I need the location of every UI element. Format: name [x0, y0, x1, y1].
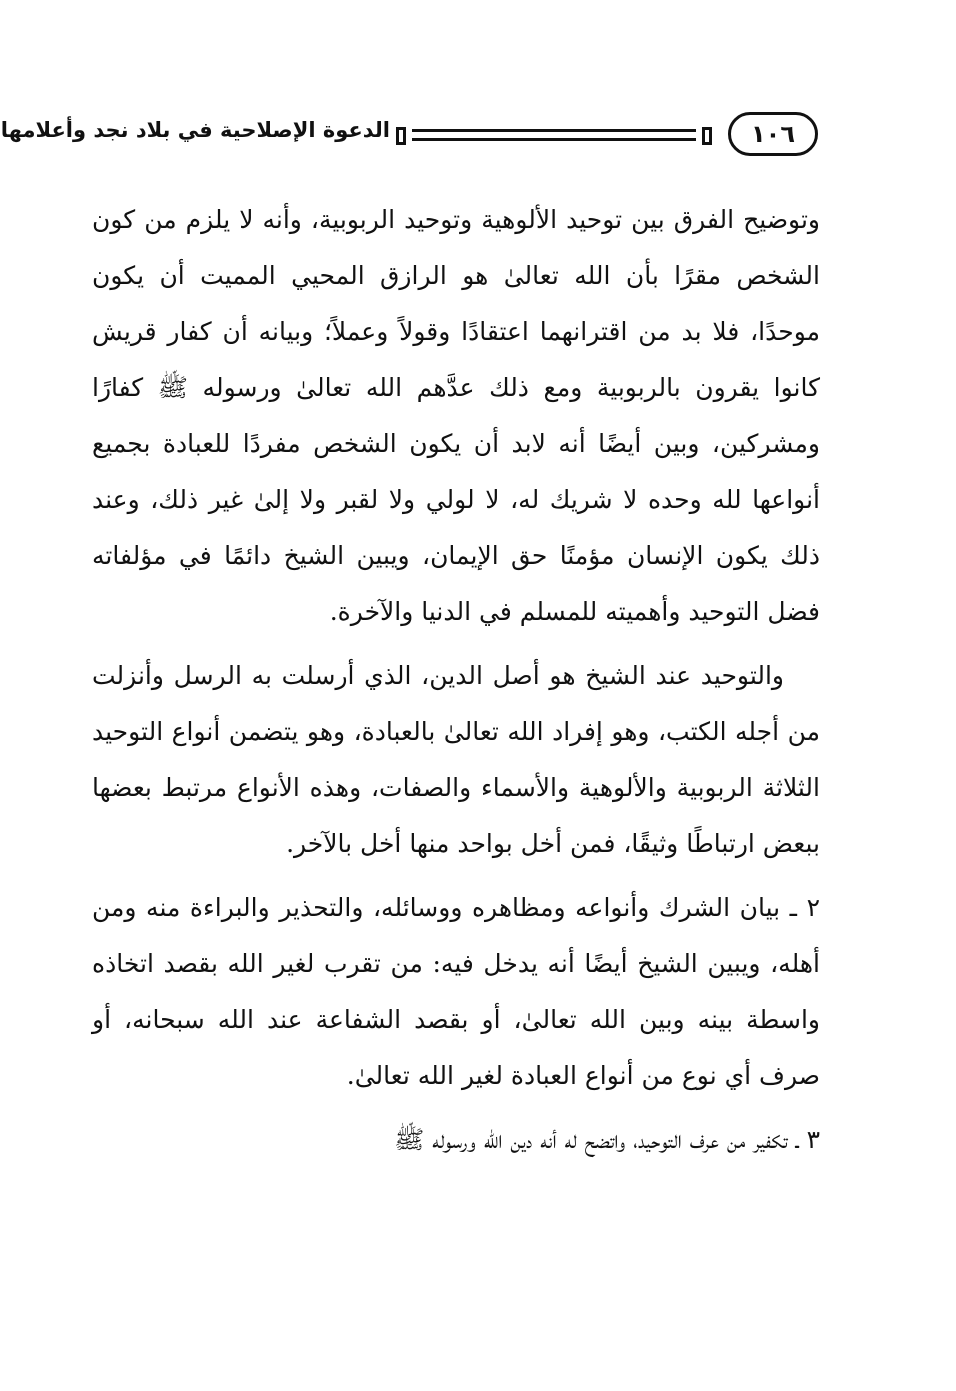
page-body [92, 192, 820, 1168]
paragraph-3: ٢ ـ بيان الشرك وأنواعه ومظاهره ووسائله، والتحذير والبراءة منه ومن أهله، ويبين الشيخ أيضًا أنه يدخل فيه: من تقرب لغير الله بقصد اتخاذه واسطة بينه وبين الله تعالىٰ، أو بقصد الشفاعة عند الله سبحانه، أو صرف أي نوع من أنواع العبادة لغير الله تعالىٰ. [92, 893, 820, 1090]
page-header [0, 112, 818, 164]
paragraph-1: وتوضيح الفرق بين توحيد الألوهية وتوحيد الربوبية، وأنه لا يلزم من كون الشخص مقرًا بأن الله تعالىٰ هو الرازق المحيي المميت أن يكون موحدًا، فلا بد من اقترانهما اعتقادًا وقولاً وعملاً؛ وبيانه أن كفار قريش كانوا يقرون بالربوبية ومع ذلك عدَّهم الله تعالىٰ ورسوله ﷺ كفارًا ومشركين، وبين أيضًا أنه لابد أن يكون الشخص مفردًا للعبادة بجميع أنواعها لله وحده لا شريك له، لا لولي ولا لقبر ولا إلىٰ غير ذلك، وعند ذلك يكون الإنسان مؤمنًا حق الإيمان، ويبين الشيخ دائمًا في مؤلفاته فضل التوحيد وأهميته للمسلم في الدنيا والآخرة. [92, 205, 820, 626]
paragraph-4: ٣ ـ تكفير من عرف التوحيد، واتضح له أنه دين الله ورسوله ﷺ [394, 1125, 820, 1154]
header-double-rule [412, 129, 696, 141]
paragraph-2: والتوحيد عند الشيخ هو أصل الدين، الذي أرسلت به الرسل وأنزلت من أجله الكتب، وهو إفراد الله تعالىٰ بالعبادة، وهو يتضمن أنواع التوحيد الثلاثة الربوبية والألوهية والأسماء والصفات، وهذه الأنواع مرتبط بعضها ببعض ارتباطًا وثيقًا، فمن أخل بواحد منها أخل بالآخر. [92, 661, 820, 858]
header-ornament-right [702, 127, 712, 145]
header-ornament-left [396, 127, 406, 145]
running-title: الدعوة الإصلاحية في بلاد نجد وأعلامها [0, 118, 390, 142]
page-number: ١٠٦ [728, 112, 818, 156]
